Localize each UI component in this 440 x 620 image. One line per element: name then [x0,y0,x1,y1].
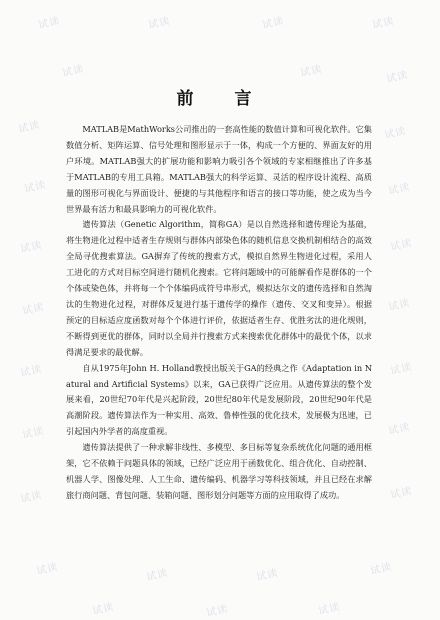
body-text [66,122,372,504]
watermark: 试读 [385,69,410,86]
watermark: 试读 [147,15,172,32]
watermark: 试读 [23,179,48,196]
watermark: 试读 [91,601,116,618]
watermark: 试读 [299,63,324,80]
watermark: 试读 [21,425,46,442]
watermark: 试读 [19,489,44,506]
watermark: 试读 [387,181,412,198]
watermark: 试读 [387,421,412,438]
watermark: 试读 [205,603,230,620]
watermark: 试读 [371,15,396,32]
watermark: 试读 [387,297,412,314]
watermark: 试读 [145,567,170,584]
page-title: 前 言 [176,89,264,109]
watermark: 试读 [389,485,414,502]
watermark: 试读 [369,561,394,578]
watermark: 试读 [317,601,342,618]
watermark: 试读 [21,301,46,318]
paragraph-matlab-intro: MATLAB是MathWorks公司推出的一套高性能的数值计算和可视化软件。它集数值分析、矩阵运算、信号处理和图形显示于一体，构成一个方便的、界面友好的用户环境。MATLAB强大的扩展功能和影响力吸引各个领域的专家相继推出了许多基于MATLAB的专用工具箱。MATLAB强大的科学运算、灵活的程序设计流程、高质量的图形可视化与界面设计、便捷的与其他程序和语言的接口等功能，使之成为当今世界最有活力和最具影响力的可视化软件。 [66,124,372,214]
paragraph-history: 自从1975年John H. Holland教授出版关于GA的经典之作《Adaptation in Natural and Artificial Systems》以来，GA已获得广泛应用。从遗传算法的整个发展来看，20世纪70年代是兴起阶段，20世纪80年代是发展阶段，20世纪90年代是高潮阶段。遗传算法作为一种实用、高效、鲁棒性强的优化技术，发展极为迅速，已引起国内外学者的高度重视。 [66,362,372,437]
watermark: 试读 [37,15,62,32]
watermark: 试读 [17,119,42,136]
paragraph-genetic-algorithm: 遗传算法（Genetic Algorithm，简称GA）是以自然选择和遗传理论为基础，将生物进化过程中适者生存规则与群体内部染色体的随机信息交换机制相结合的高效全局寻优搜索算法。GA摒弃了传统的搜索方式，模拟自然界生物进化过程，采用人工进化的方式对目标空间进行随机化搜索。它将问题域中的可能解看作是群体的一个个体或染色体，并将每一个个体编码成符号串形式，模拟达尔文的遗传选择和自然淘汰的生物进化过程，对群体反复进行基于遗传学的操作（遗传、交叉和变异）。根据预定的目标适应度函数对每个个体进行评价，依据适者生存、优胜劣汰的进化规则，不断得到更优的群体，同时以全局并行搜索方式来搜索优化群体中的最优个体，以求得满足要求的最优解。 [66,219,372,357]
watermark: 试读 [19,363,44,380]
paragraph-applications: 遗传算法提供了一种求解非线性、多模型、多目标等复杂系统优化问题的通用框架，它不依赖于问题具体的领域，已经广泛应用于函数优化、组合优化、自动控制、机器人学、图像处理、人工生命、遗传编码、机器学习等科技领域，并且已经在求解旅行商问题、背包问题、装箱问题、图形划分问题等方面的应用取得了成功。 [66,442,372,500]
watermark: 试读 [389,237,414,254]
watermark: 试读 [383,125,408,142]
watermark: 试读 [19,239,44,256]
watermark: 试读 [61,63,86,80]
watermark: 试读 [261,15,286,32]
watermark: 试读 [255,567,280,584]
watermark: 试读 [389,361,414,378]
watermark: 试读 [35,561,60,578]
